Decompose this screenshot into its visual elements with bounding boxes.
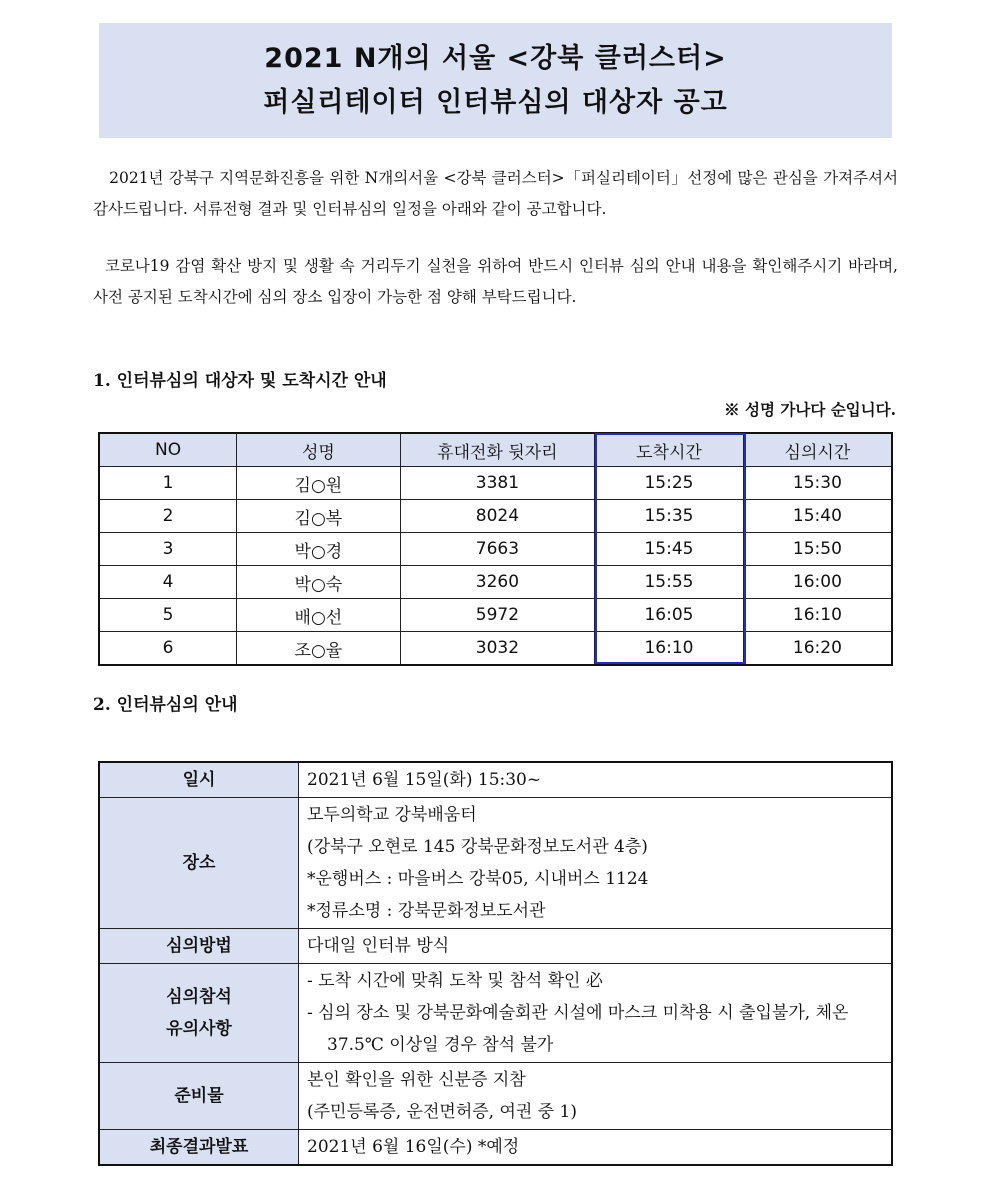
info-line: *정류소명 : 강북문화정보도서관 xyxy=(307,901,546,921)
column-header: 도착시간 xyxy=(595,433,744,467)
table-row xyxy=(99,533,892,566)
candidates-table xyxy=(98,432,893,666)
cell-phone: 3381 xyxy=(400,467,595,500)
column-header: 성명 xyxy=(237,433,401,467)
intro-paragraph-2-text: 코로나19 감염 확산 방지 및 생활 속 거리두기 실천을 위하여 반드시 인터뷰 심의 안내 내용을 확인해주시기 바라며, 사전 공지된 도착시간에 심의 장소 입장이 가능한 점 양해 부탁드립니다. xyxy=(93,257,898,306)
cell-no: 3 xyxy=(99,533,237,566)
info-line: 2021년 6월 16일(수) *예정 xyxy=(307,1137,520,1157)
table-header-row xyxy=(99,433,892,467)
cell-name: 박○숙 xyxy=(237,566,401,599)
cell-no: 6 xyxy=(99,632,237,666)
info-value xyxy=(299,929,893,964)
info-line: (주민등록증, 운전면허증, 여권 중 1) xyxy=(307,1102,577,1122)
intro-paragraph-1 xyxy=(93,163,898,225)
cell-name: 김○원 xyxy=(237,467,401,500)
cell-arrival: 15:55 xyxy=(595,566,744,599)
info-value xyxy=(299,964,893,1063)
info-line: 모두의학교 강북배움터 xyxy=(307,805,477,825)
intro-paragraph-1-text: 2021년 강북구 지역문화진흥을 위한 N개의서울 <강북 클러스터>「퍼실리테이터」선정에 많은 관심을 가져주셔서 감사드립니다. 서류전형 결과 및 인터뷰심의 일정을 아래와 같이 공고합니다. xyxy=(93,169,899,218)
column-header: 휴대전화 뒷자리 xyxy=(400,433,595,467)
info-label: 심의방법 xyxy=(99,929,299,964)
column-header: NO xyxy=(99,433,237,467)
info-row-notes xyxy=(99,964,892,1063)
cell-no: 5 xyxy=(99,599,237,632)
cell-arrival: 15:45 xyxy=(595,533,744,566)
info-value xyxy=(299,762,893,798)
info-label: 일시 xyxy=(99,762,299,798)
info-bullet: - 심의 장소 및 강북문화예술회관 시설에 마스크 미착용 시 출입불가, 체온 37.5℃ 이상일 경우 참석 불가 xyxy=(307,1003,849,1055)
cell-name: 김○복 xyxy=(237,500,401,533)
cell-no: 4 xyxy=(99,566,237,599)
cell-arrival: 15:35 xyxy=(595,500,744,533)
cell-review: 15:50 xyxy=(743,533,892,566)
section-2-title: 2. 인터뷰심의 안내 xyxy=(93,695,238,715)
info-label: 준비물 xyxy=(99,1063,299,1130)
cell-no: 2 xyxy=(99,500,237,533)
info-bullet: - 도착 시간에 맞춰 도착 및 참석 확인 必 xyxy=(307,971,603,991)
info-label xyxy=(99,964,299,1063)
cell-arrival: 16:10 xyxy=(595,632,744,666)
table-row xyxy=(99,500,892,533)
info-line: *운행버스 : 마을버스 강북05, 시내버스 1124 xyxy=(307,869,649,889)
cell-arrival: 15:25 xyxy=(595,467,744,500)
cell-phone: 7663 xyxy=(400,533,595,566)
info-label: 장소 xyxy=(99,798,299,929)
cell-review: 16:00 xyxy=(743,566,892,599)
cell-review: 15:30 xyxy=(743,467,892,500)
cell-phone: 3032 xyxy=(400,632,595,666)
info-row-supplies xyxy=(99,1063,892,1130)
info-row-result xyxy=(99,1130,892,1166)
cell-phone: 3260 xyxy=(400,566,595,599)
info-label: 최종결과발표 xyxy=(99,1130,299,1166)
cell-name: 조○율 xyxy=(237,632,401,666)
info-label-line: 유의사항 xyxy=(166,1019,232,1039)
section-1-title: 1. 인터뷰심의 대상자 및 도착시간 안내 xyxy=(93,371,387,391)
table-row xyxy=(99,632,892,666)
info-label-line: 심의참석 xyxy=(166,987,232,1007)
cell-name: 박○경 xyxy=(237,533,401,566)
title-line-2: 퍼실리테이터 인터뷰심의 대상자 공고 xyxy=(263,86,728,118)
title-banner xyxy=(99,23,892,138)
intro-paragraph-2 xyxy=(93,251,898,313)
info-row-date xyxy=(99,762,892,798)
table-row xyxy=(99,599,892,632)
cell-phone: 5972 xyxy=(400,599,595,632)
cell-review: 15:40 xyxy=(743,500,892,533)
info-value xyxy=(299,798,893,929)
info-row-place xyxy=(99,798,892,929)
info-row-method xyxy=(99,929,892,964)
column-header: 심의시간 xyxy=(743,433,892,467)
cell-no: 1 xyxy=(99,467,237,500)
info-value xyxy=(299,1063,893,1130)
title-line-1: 2021 N개의 서울 <강북 클러스터> xyxy=(264,42,727,74)
cell-name: 배○선 xyxy=(237,599,401,632)
info-line: (강북구 오현로 145 강북문화정보도서관 4층) xyxy=(307,837,648,857)
info-line: 2021년 6월 15일(화) 15:30~ xyxy=(307,770,542,790)
info-value xyxy=(299,1130,893,1166)
interview-info-table xyxy=(98,761,893,1166)
cell-phone: 8024 xyxy=(400,500,595,533)
cell-review: 16:20 xyxy=(743,632,892,666)
sort-note: ※ 성명 가나다 순입니다. xyxy=(724,400,896,419)
cell-arrival: 16:05 xyxy=(595,599,744,632)
table-row xyxy=(99,467,892,500)
table-row xyxy=(99,566,892,599)
info-line: 본인 확인을 위한 신분증 지참 xyxy=(307,1070,526,1090)
cell-review: 16:10 xyxy=(743,599,892,632)
info-line: 다대일 인터뷰 방식 xyxy=(307,936,450,956)
